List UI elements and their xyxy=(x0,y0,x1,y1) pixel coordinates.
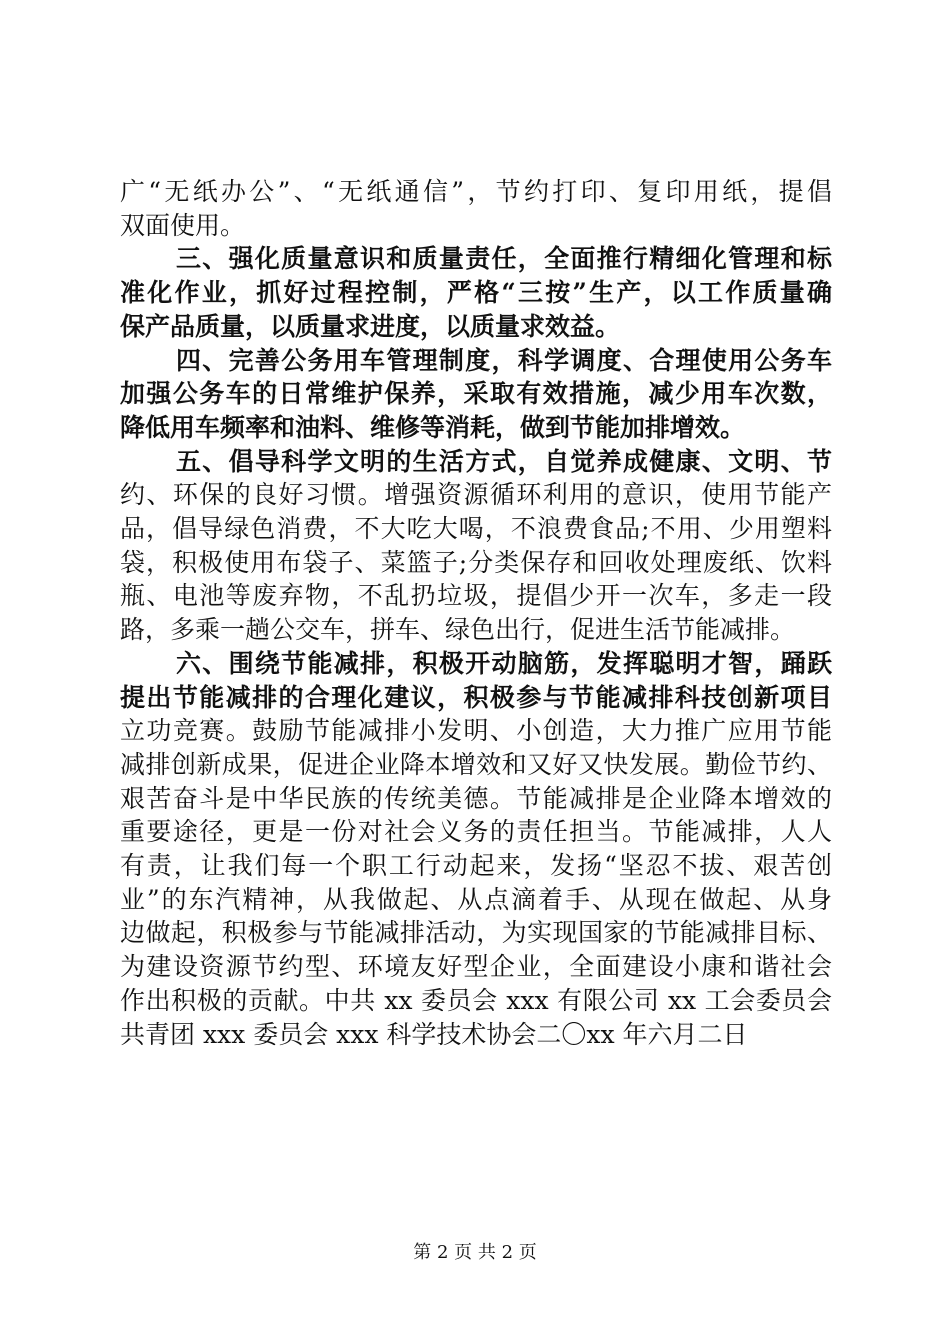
text-line: 为建设资源节约型、环境友好型企业，全面建设小康和谐社会 xyxy=(120,952,832,981)
text-line: 重要途径，更是一份对社会义务的责任担当。节能减排，人人 xyxy=(120,817,832,846)
text-line: 三、强化质量意识和质量责任，全面推行精细化管理和标 xyxy=(176,244,832,273)
text-line: 六、围绕节能减排，积极开动脑筋，发挥聪明才智，踊跃 xyxy=(176,649,832,678)
text-line: 减排创新成果，促进企业降本增效和又好又快发展。勤俭节约、 xyxy=(120,750,832,779)
text-line: 加强公务车的日常维护保养，采取有效措施，减少用车次数， xyxy=(120,379,832,408)
text-line: 品，倡导绿色消费，不大吃大喝，不浪费食品;不用、少用塑料 xyxy=(120,514,832,543)
text-line: 准化作业，抓好过程控制，严格“三按”生产，以工作质量确 xyxy=(120,278,832,307)
text-line: 五、倡导科学文明的生活方式，自觉养成健康、文明、节 xyxy=(176,447,832,476)
text-line: 广“无纸办公”、“无纸通信”，节约打印、复印用纸，提倡 xyxy=(120,177,832,206)
text-line: 业”的东汽精神，从我做起、从点滴着手、从现在做起、从身 xyxy=(120,885,832,914)
text-line: 路，多乘一趟公交车，拼车、绿色出行，促进生活节能减排。 xyxy=(120,615,796,644)
text-line: 瓶、电池等废弃物，不乱扔垃圾，提倡少开一次车，多走一段 xyxy=(120,581,832,610)
page-footer: 第 2 页 共 2 页 xyxy=(413,1242,537,1263)
text-line: 提出节能减排的合理化建议，积极参与节能减排科技创新项目 xyxy=(120,683,832,712)
text-line: 降低用车频率和油料、维修等消耗，做到节能加排增效。 xyxy=(120,413,746,442)
text-line: 作出积极的贡献。中共 xx 委员会 xxx 有限公司 xx 工会委员会 xyxy=(120,986,832,1015)
text-line: 袋，积极使用布袋子、菜篮子;分类保存和回收处理废纸、饮料 xyxy=(120,548,832,577)
text-line: 有责，让我们每一个职工行动起来，发扬“坚忍不拔、艰苦创 xyxy=(120,851,832,880)
text-line: 共青团 xxx 委员会 xxx 科学技术协会二〇xx 年六月二日 xyxy=(120,1020,748,1049)
text-line: 立功竞赛。鼓励节能减排小发明、小创造，大力推广应用节能 xyxy=(120,716,832,745)
text-line: 约、环保的良好习惯。增强资源循环利用的意识，使用节能产 xyxy=(120,480,832,509)
text-line: 双面使用。 xyxy=(120,211,246,240)
text-line: 四、完善公务用车管理制度，科学调度、合理使用公务车 xyxy=(176,346,832,375)
text-line: 边做起，积极参与节能减排活动，为实现国家的节能减排目标、 xyxy=(120,918,832,947)
text-line: 艰苦奋斗是中华民族的传统美德。节能减排是企业降本增效的 xyxy=(120,784,832,813)
text-line: 保产品质量，以质量求进度，以质量求效益。 xyxy=(120,312,621,341)
